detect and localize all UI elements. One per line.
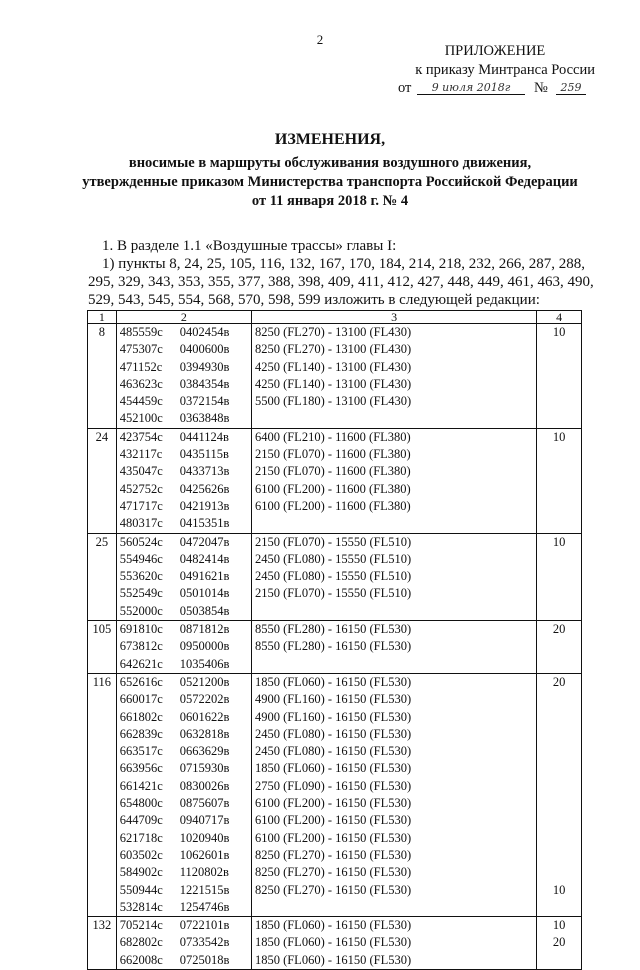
- column-header-4: 4: [537, 311, 582, 324]
- routes-table: [87, 310, 582, 970]
- flight-level-entry: 6100 (FL200) - 16150 (FL530): [254, 830, 412, 845]
- flight-level-entry: 8250 (FL270) - 16150 (FL530): [254, 865, 412, 880]
- route-point: [120, 410, 248, 427]
- route-point: [120, 743, 248, 760]
- flight-level-entry: 6100 (FL200) - 16150 (FL530): [254, 813, 412, 828]
- flight-level-entry: 4250 (FL140) - 13100 (FL430): [254, 359, 412, 374]
- point-latitude: 532814с: [119, 899, 163, 914]
- point-longitude: 1254746в: [179, 899, 230, 914]
- point-latitude: 552549с: [119, 586, 163, 601]
- flight-level-entry: 1850 (FL060) - 16150 (FL530): [254, 761, 412, 776]
- point-longitude: 1062601в: [179, 847, 230, 862]
- point-longitude: 0400600в: [179, 342, 230, 357]
- flight-level-entry: 6100 (FL200) - 11600 (FL380): [254, 498, 411, 513]
- intro-paragraph-3: 295, 329, 343, 353, 355, 377, 388, 398, 409, 411, 412, 427, 448, 449, 461, 463, 490,: [88, 274, 594, 290]
- flight-level-entry: 4250 (FL140) - 13100 (FL430): [254, 376, 412, 391]
- column-header-3: 3: [251, 311, 536, 324]
- route-number-cell: 105: [88, 621, 117, 674]
- flight-level-entry: 6400 (FL210) - 11600 (FL380): [254, 429, 411, 444]
- appendix-reference: к приказу Минтранса России: [415, 62, 595, 78]
- flight-level-entry: 8550 (FL280) - 16150 (FL530): [254, 639, 412, 654]
- flight-level-entry: 8250 (FL270) - 13100 (FL430): [254, 342, 412, 357]
- point-longitude: 0501014в: [179, 586, 230, 601]
- table-row: [88, 324, 582, 429]
- point-latitude: 435047с: [119, 464, 163, 479]
- point-latitude: 652616с: [119, 674, 163, 689]
- flight-level-entry: 8550 (FL280) - 16150 (FL530): [254, 622, 412, 637]
- route-width-value: 10: [552, 325, 566, 339]
- route-number-cell: 116: [88, 673, 117, 916]
- flight-levels-cell: [251, 428, 536, 533]
- table-row: [88, 533, 582, 620]
- flight-levels-cell: [251, 673, 536, 916]
- route-width-value: 20: [552, 622, 566, 637]
- heading-line-2: утвержденные приказом Министерства транспорта Российской Федерации: [82, 174, 578, 190]
- route-point: [120, 691, 248, 708]
- flight-level-entry: 2150 (FL070) - 15550 (FL510): [254, 534, 412, 549]
- route-width-value: 10: [552, 918, 566, 933]
- point-longitude: 0940717в: [179, 813, 230, 828]
- point-latitude: 663517с: [119, 744, 163, 759]
- point-longitude: 0435115в: [179, 447, 229, 462]
- route-point: [120, 812, 248, 829]
- route-points-cell: [116, 533, 251, 620]
- point-longitude: 0830026в: [179, 778, 230, 793]
- intro-paragraph-4: 529, 543, 545, 554, 568, 570, 598, 599 изложить в следующей редакции:: [88, 292, 540, 308]
- point-latitude: 682802с: [119, 935, 163, 950]
- point-longitude: 1120802в: [179, 865, 229, 880]
- route-width-value: [540, 812, 578, 829]
- point-longitude: 0715930в: [179, 761, 230, 776]
- point-longitude: 0572202в: [179, 692, 230, 707]
- intro-text: [88, 237, 598, 309]
- route-point: [120, 568, 248, 585]
- route-point: [120, 359, 248, 376]
- route-point: [120, 463, 248, 480]
- point-longitude: 0875607в: [179, 796, 230, 811]
- page-number: 2: [316, 32, 324, 47]
- route-point: [120, 882, 248, 899]
- table-body: [88, 324, 582, 970]
- route-point: [120, 585, 248, 602]
- flight-level-entry: 1850 (FL060) - 16150 (FL530): [254, 674, 412, 689]
- table-row: [88, 621, 582, 674]
- point-longitude: 0472047в: [179, 534, 230, 549]
- route-point: [120, 656, 248, 673]
- route-point: [120, 638, 248, 655]
- route-width-value: 10: [552, 534, 566, 549]
- route-point: [120, 726, 248, 743]
- route-number-cell: 8: [88, 324, 117, 429]
- flight-level-entry: 2750 (FL090) - 16150 (FL530): [254, 778, 412, 793]
- point-longitude: 0384354в: [179, 376, 230, 391]
- flight-level-entry: 2150 (FL070) - 11600 (FL380): [254, 464, 411, 479]
- order-date: 9 июля 2018г: [417, 81, 525, 95]
- flight-level-entry: 8250 (FL270) - 16150 (FL530): [254, 882, 412, 897]
- route-width-cell: [537, 324, 582, 429]
- route-width-cell: [537, 428, 582, 533]
- route-points-cell: [116, 324, 251, 429]
- point-latitude: 660017с: [119, 692, 163, 707]
- flight-level-entry: 2150 (FL070) - 11600 (FL380): [254, 447, 411, 462]
- order-prefix: от: [398, 80, 412, 96]
- point-latitude: 475307с: [119, 342, 163, 357]
- flight-level-entry: 8250 (FL270) - 16150 (FL530): [254, 847, 412, 862]
- point-latitude: 554946с: [119, 551, 163, 566]
- point-latitude: 644709с: [119, 813, 163, 828]
- flight-level-entry: 2150 (FL070) - 15550 (FL510): [254, 586, 412, 601]
- route-points-cell: [116, 673, 251, 916]
- route-point: [120, 899, 248, 916]
- route-point: [120, 534, 248, 551]
- route-point: [120, 952, 248, 969]
- route-width-value: [540, 760, 578, 777]
- document-heading: [70, 130, 590, 211]
- point-latitude: 642621с: [119, 656, 163, 671]
- route-point: [120, 341, 248, 358]
- point-latitude: 550944с: [119, 882, 163, 897]
- point-longitude: 0601622в: [179, 709, 230, 724]
- heading-line-1: вносимые в маршруты обслуживания воздушного движения,: [128, 155, 532, 171]
- route-point: [120, 778, 248, 795]
- route-width-cell: [537, 621, 582, 674]
- route-point: [120, 393, 248, 410]
- point-latitude: 471717с: [119, 498, 163, 513]
- flight-level-entry: 4900 (FL160) - 16150 (FL530): [254, 692, 412, 707]
- route-width-value: [540, 726, 578, 743]
- route-point: [120, 446, 248, 463]
- flight-levels-cell: [251, 533, 536, 620]
- flight-level-entry: 2450 (FL080) - 15550 (FL510): [254, 569, 412, 584]
- route-point: [120, 830, 248, 847]
- point-latitude: 603502с: [119, 847, 163, 862]
- order-number-label: №: [534, 80, 548, 96]
- route-width-cell: [537, 673, 582, 916]
- point-longitude: 0725018в: [179, 952, 230, 967]
- appendix-block: [395, 42, 595, 80]
- flight-level-entry: 1850 (FL060) - 16150 (FL530): [254, 918, 412, 933]
- route-width-value: [540, 830, 578, 847]
- route-width-value: 20: [552, 935, 566, 950]
- point-latitude: 661421с: [119, 778, 163, 793]
- appendix-title: ПРИЛОЖЕНИЕ: [444, 43, 546, 59]
- flight-level-entry: 2450 (FL080) - 16150 (FL530): [254, 726, 412, 741]
- flight-level-entry: 1850 (FL060) - 16150 (FL530): [254, 935, 412, 950]
- route-point: [120, 864, 248, 881]
- point-longitude: 0632818в: [179, 726, 230, 741]
- route-point: [120, 551, 248, 568]
- point-longitude: 0441124в: [179, 429, 229, 444]
- point-latitude: 553620с: [119, 569, 163, 584]
- point-latitude: 423754с: [119, 429, 163, 444]
- intro-paragraph-2: 1) пункты 8, 24, 25, 105, 116, 132, 167, 170, 184, 214, 218, 232, 266, 287, 288,: [102, 256, 585, 272]
- point-longitude: 0663629в: [179, 744, 230, 759]
- flight-level-entry: 6100 (FL200) - 16150 (FL530): [254, 796, 412, 811]
- order-number: 259: [556, 81, 586, 95]
- flight-level-entry: 6100 (FL200) - 11600 (FL380): [254, 481, 411, 496]
- route-width-value: [540, 691, 578, 708]
- route-width-value: [540, 847, 578, 864]
- point-latitude: 654800с: [119, 796, 163, 811]
- route-point: [120, 917, 248, 934]
- route-point: [120, 795, 248, 812]
- flight-level-entry: 4900 (FL160) - 16150 (FL530): [254, 709, 412, 724]
- point-latitude: 662008с: [119, 952, 163, 967]
- point-longitude: 0394930в: [179, 359, 230, 374]
- table-header-row: [88, 311, 582, 324]
- point-latitude: 471152с: [119, 359, 163, 374]
- point-latitude: 463623с: [119, 376, 163, 391]
- flight-level-entry: 5500 (FL180) - 13100 (FL430): [254, 394, 412, 409]
- flight-level-entry: 1850 (FL060) - 16150 (FL530): [254, 952, 412, 967]
- route-width-value: [540, 778, 578, 795]
- point-longitude: 0521200в: [179, 674, 230, 689]
- route-points-cell: [116, 621, 251, 674]
- route-point: [120, 934, 248, 951]
- route-point: [120, 481, 248, 498]
- document-title: ИЗМЕНЕНИЯ,: [274, 131, 386, 148]
- point-latitude: 705214с: [119, 918, 163, 933]
- point-longitude: 0722101в: [179, 918, 230, 933]
- point-longitude: 0491621в: [179, 569, 230, 584]
- route-point: [120, 674, 248, 691]
- point-longitude: 0433713в: [179, 464, 230, 479]
- route-point: [120, 498, 248, 515]
- point-longitude: 0372154в: [179, 394, 230, 409]
- route-width-value: [540, 743, 578, 760]
- flight-levels-cell: [251, 917, 536, 970]
- point-longitude: 0363848в: [179, 411, 230, 426]
- point-latitude: 661802с: [119, 709, 163, 724]
- point-latitude: 560524с: [119, 534, 163, 549]
- route-width-value: 20: [552, 674, 566, 689]
- route-width-value: 10: [552, 429, 566, 444]
- route-points-cell: [116, 917, 251, 970]
- flight-level-entry: 2450 (FL080) - 16150 (FL530): [254, 744, 412, 759]
- flight-level-entry: 2450 (FL080) - 15550 (FL510): [254, 551, 412, 566]
- route-point: [120, 515, 248, 532]
- point-longitude: 0950000в: [179, 639, 230, 654]
- route-width-cell: [537, 917, 582, 970]
- column-header-1: 1: [88, 311, 117, 324]
- route-number-cell: 132: [88, 917, 117, 970]
- point-longitude: 1221515в: [179, 882, 230, 897]
- route-point: [120, 376, 248, 393]
- route-point: [120, 603, 248, 620]
- route-point: [120, 847, 248, 864]
- point-longitude: 0415351в: [179, 516, 230, 531]
- point-latitude: 432117с: [119, 447, 163, 462]
- route-number-cell: 24: [88, 428, 117, 533]
- point-latitude: 452100с: [119, 411, 163, 426]
- flight-levels-cell: [251, 621, 536, 674]
- point-longitude: 0503854в: [179, 603, 230, 618]
- heading-line-3: от 11 января 2018 г. № 4: [251, 193, 409, 209]
- route-width-cell: [537, 533, 582, 620]
- point-longitude: 0733542в: [179, 935, 230, 950]
- table-row: [88, 673, 582, 916]
- point-latitude: 691810с: [119, 622, 163, 637]
- route-point: [120, 621, 248, 638]
- point-latitude: 662839с: [119, 726, 163, 741]
- column-header-2: 2: [116, 311, 251, 324]
- point-latitude: 485559с: [119, 325, 163, 339]
- table-row: [88, 428, 582, 533]
- point-longitude: 0425626в: [179, 481, 230, 496]
- route-width-value: 10: [552, 882, 566, 897]
- point-longitude: 0402454в: [179, 325, 230, 339]
- point-latitude: 552000с: [119, 603, 163, 618]
- point-latitude: 621718с: [119, 830, 163, 845]
- point-latitude: 663956с: [119, 761, 163, 776]
- route-points-cell: [116, 428, 251, 533]
- point-longitude: 0482414в: [179, 551, 230, 566]
- point-latitude: 673812с: [119, 639, 163, 654]
- route-point: [120, 709, 248, 726]
- order-line: [398, 80, 588, 100]
- point-latitude: 454459с: [119, 394, 163, 409]
- route-width-value: [540, 709, 578, 726]
- flight-levels-cell: [251, 324, 536, 429]
- point-longitude: 1035406в: [179, 656, 230, 671]
- point-longitude: 0871812в: [179, 622, 230, 637]
- route-width-value: [540, 795, 578, 812]
- point-latitude: 480317с: [119, 516, 163, 531]
- route-point: [120, 429, 248, 446]
- flight-level-entry: 8250 (FL270) - 13100 (FL430): [254, 325, 412, 339]
- route-width-value: [540, 864, 578, 881]
- intro-paragraph-1: 1. В разделе 1.1 «Воздушные трассы» главы I:: [102, 238, 397, 254]
- table-row: [88, 917, 582, 970]
- route-point: [120, 760, 248, 777]
- point-latitude: 584902с: [119, 865, 163, 880]
- point-longitude: 0421913в: [179, 498, 230, 513]
- point-latitude: 452752с: [119, 481, 163, 496]
- route-point: [120, 324, 248, 341]
- route-number-cell: 25: [88, 533, 117, 620]
- point-longitude: 1020940в: [179, 830, 230, 845]
